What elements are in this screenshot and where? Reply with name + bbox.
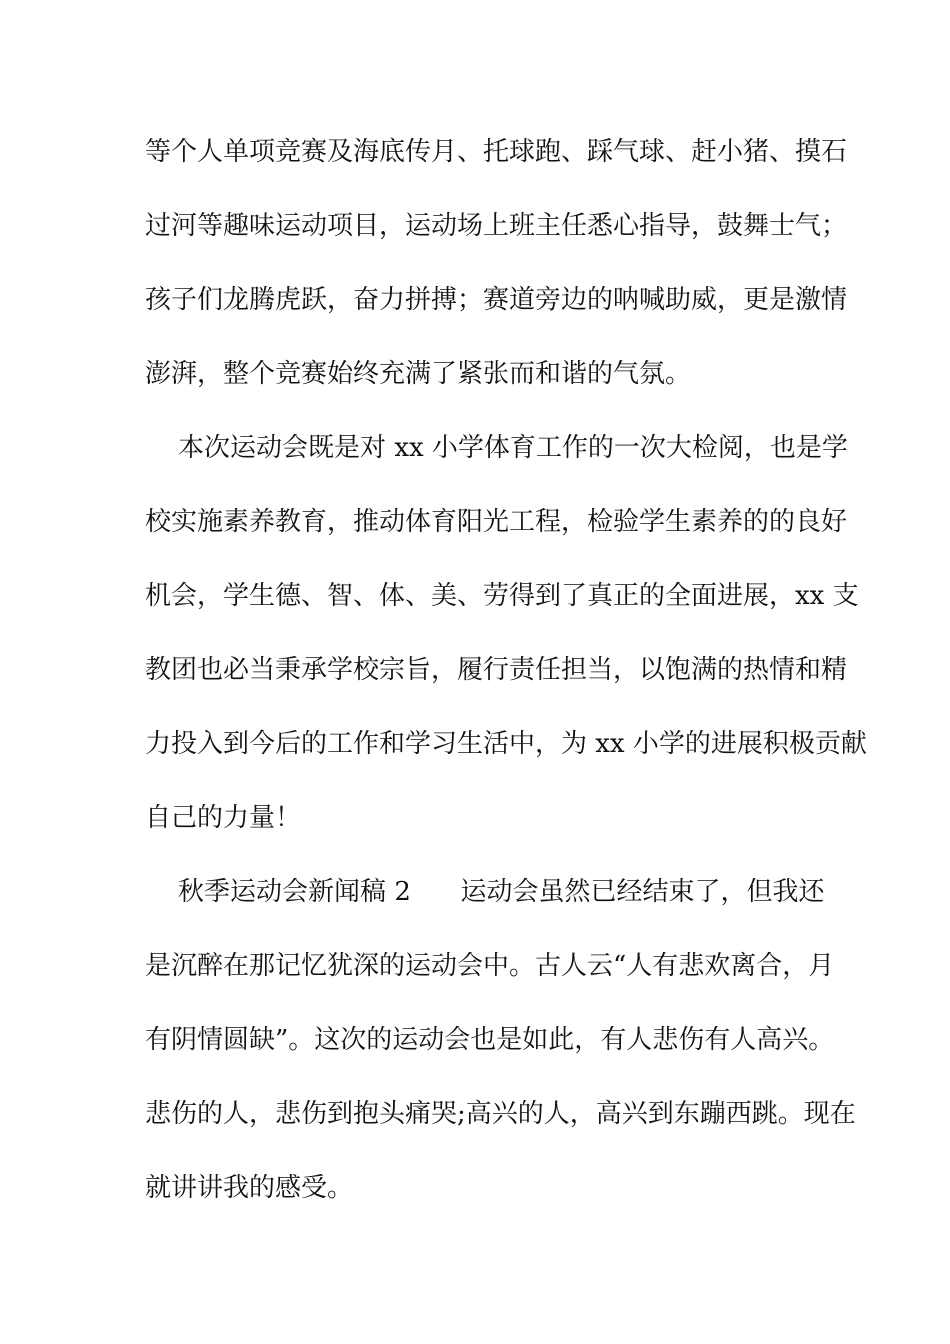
text-line: 孩子们龙腾虎跃，奋力拼搏；赛道旁边的呐喊助威，更是激情	[145, 285, 848, 315]
text-line: 秋季运动会新闻稿 2 运动会虽然已经结束了，但我还	[145, 877, 825, 907]
text-line: 等个人单项竞赛及海底传月、托球跑、踩气球、赶小猪、摸石	[145, 137, 848, 167]
text-line: 过河等趣味运动项目，运动场上班主任悉心指导，鼓舞士气；	[145, 211, 848, 241]
text-line: 本次运动会既是对 xx 小学体育工作的一次大检阅，也是学	[145, 433, 848, 463]
text-line: 校实施素养教育，推动体育阳光工程，检验学生素养的的良好	[145, 507, 848, 537]
text-line: 澎湃，整个竞赛始终充满了紧张而和谐的气氛。	[145, 359, 692, 389]
text-line: 有阴情圆缺”。这次的运动会也是如此，有人悲伤有人高兴。	[145, 1025, 835, 1055]
text-line: 自己的力量！	[145, 803, 302, 833]
text-line: 就讲讲我的感受。	[145, 1173, 354, 1203]
text-line: 机会，学生德、智、体、美、劳得到了真正的全面进展，xx 支	[145, 581, 859, 611]
text-line: 悲伤的人，悲伤到抱头痛哭;高兴的人，高兴到东蹦西跳。现在	[145, 1099, 856, 1129]
text-line: 是沉醉在那记忆犹深的运动会中。古人云“人有悲欢离合，月	[145, 951, 835, 981]
text-line: 教团也必当秉承学校宗旨，履行责任担当，以饱满的热情和精	[145, 655, 848, 685]
text-line: 力投入到今后的工作和学习生活中，为 xx 小学的进展积极贡献	[145, 729, 867, 759]
